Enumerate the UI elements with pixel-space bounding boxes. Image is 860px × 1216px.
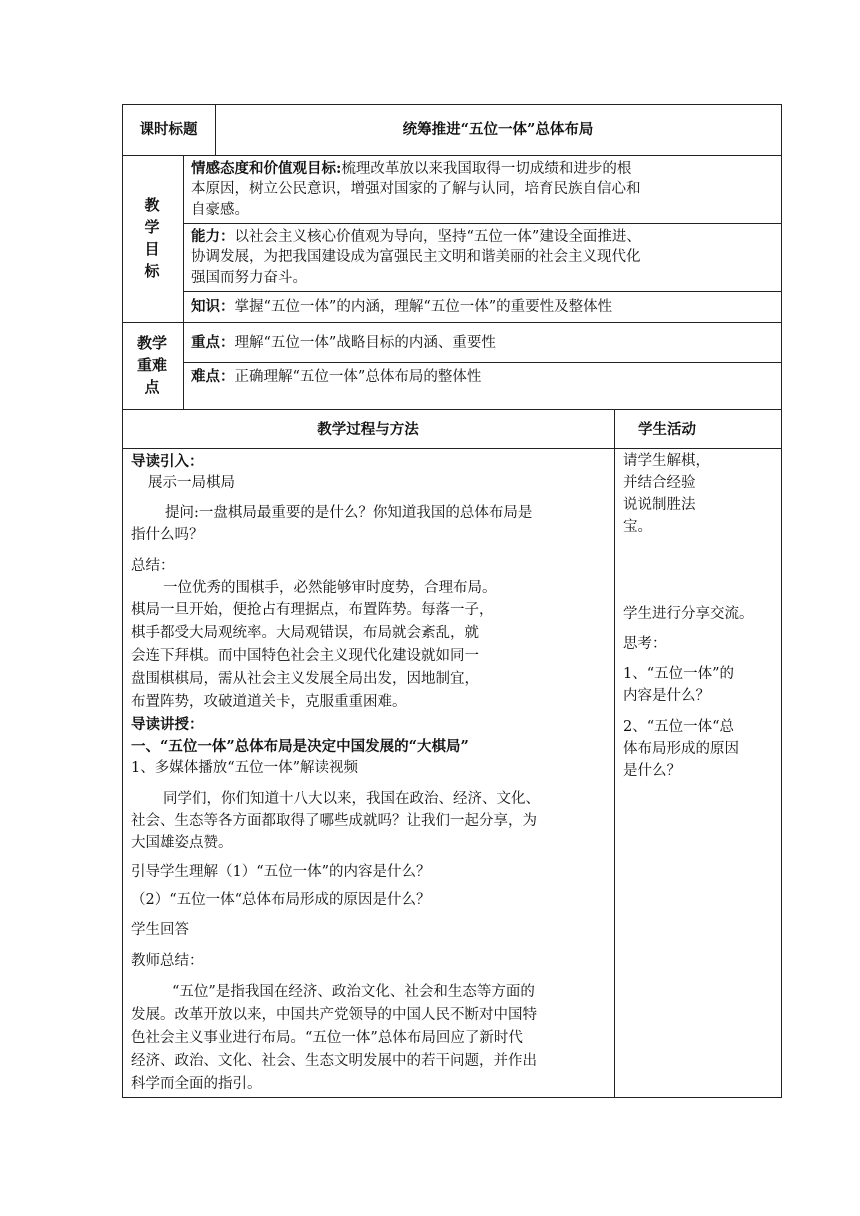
difficult-point: 难点：正确理解“五位一体”总体布局的整体性	[191, 368, 482, 385]
final-line: 科学而全面的指引。	[131, 1076, 262, 1092]
activity-question-1: 内容是什么？	[623, 688, 710, 704]
activity-line: 说说制胜法	[623, 497, 696, 513]
table-border-top	[122, 104, 782, 105]
header-bottom-line	[122, 155, 782, 156]
activity-question-2: 体布局形成的原因	[623, 741, 739, 757]
intro-title: 导读引入：	[131, 453, 204, 470]
ability-objective-line: 强国而努力奋斗。	[191, 270, 307, 286]
objectives-row-line-1	[183, 223, 782, 224]
page-title: 统筹推进“五位一体”总体布局	[402, 121, 594, 138]
ability-objective: 能力：以社会主义核心价值观为导向，坚持“五位一体”建设全面推进、	[191, 228, 641, 245]
guide-question-2: （2）“五位一体“总体布局形成的原因是什么？	[131, 892, 431, 908]
emotion-objective-line: 本原因，树立公民意识，增强对国家的了解与认同，培育民族自信心和	[191, 181, 641, 197]
question-line: 指什么吗？	[131, 527, 204, 543]
objectives-row-line-2	[183, 291, 782, 292]
emotion-objective-title: 情感态度和价值观目标:	[191, 160, 342, 177]
table-border-left	[122, 104, 123, 1098]
final-line: 发展。改革开放以来，中国共产党领导的中国人民不断对中国特	[131, 1007, 537, 1023]
final-line: “五位”是指我国在经济、政治文化、社会和生态等方面的	[172, 984, 535, 1000]
summary-line: 棋手都受大局观统率。大局观错误，布局就会紊乱，就	[131, 625, 479, 641]
objectives-bottom-line	[122, 322, 782, 323]
header-label: 课时标题	[139, 121, 198, 138]
summary-line: 一位优秀的围棋手，必然能够审时度势，合理布局。	[163, 580, 497, 596]
summary-line: 会连下拜棋。而中国特色社会主义现代化建设就如同一	[131, 648, 479, 664]
process-divider	[614, 409, 615, 1097]
section-1-title: 一、“五位一体”总体布局是决定中国发展的“大棋局”	[131, 738, 469, 755]
keypoints-bottom-line	[122, 409, 782, 410]
summary-label: 总结：	[131, 558, 175, 574]
activity-column-header: 学生活动	[638, 421, 696, 438]
teacher-summary-label: 教师总结：	[131, 953, 204, 969]
ability-objective-line: 协调发展，为把我国建设成为富强民主文明和谐美丽的社会主义现代化	[191, 249, 641, 265]
activity-share-text: 学生进行分享交流。	[623, 606, 754, 622]
key-point-title: 重点：	[191, 334, 235, 351]
key-point: 重点：理解“五位一体”战略目标的内涵、重要性	[191, 334, 496, 351]
share-line: 社会、生态等各方面都取得了哪些成就吗？让我们一起分享，为	[131, 813, 537, 829]
table-border-right	[781, 104, 782, 1098]
activity-question-2: 是什么？	[623, 763, 681, 779]
activity-question-1: 1、“五位一体”的	[623, 666, 735, 682]
knowledge-objective: 知识：掌握“五位一体”的内涵，理解“五位一体”的重要性及整体性	[191, 298, 613, 315]
activity-line: 并结合经验	[623, 475, 696, 491]
final-line: 色社会主义事业进行布局。“五位一体”总体布局回应了新时代	[131, 1030, 523, 1046]
emotion-objective-line: 自豪感。	[191, 202, 249, 218]
item-1-text: 1、多媒体播放“五位一体”解读视频	[131, 760, 359, 776]
final-line: 经济、政治、文化、社会、生态文明发展中的若干问题，并作出	[131, 1053, 537, 1069]
objectives-divider	[183, 155, 184, 409]
process-header-line	[122, 448, 782, 449]
table-border-bottom	[122, 1097, 782, 1098]
lecture-title: 导读讲授：	[131, 716, 204, 733]
knowledge-objective-title: 知识：	[191, 298, 235, 315]
activity-line: 请学生解棋，	[623, 453, 710, 469]
activity-question-2: 2、“五位一体“总	[623, 719, 735, 735]
show-chess-text: 展示一局棋局	[148, 475, 235, 491]
activity-think-label: 思考：	[623, 636, 667, 652]
keypoints-row-line	[183, 362, 782, 363]
process-column-header: 教学过程与方法	[317, 421, 419, 438]
summary-line: 棋局一旦开始，便抢占有理据点，布置阵势。每落一子，	[131, 602, 494, 618]
share-line: 同学们，你们知道十八大以来，我国在政治、经济、文化、	[163, 791, 540, 807]
keypoints-section-label: 教学 重难 点	[136, 334, 167, 396]
question-line: 提问:一盘棋局最重要的是什么？你知道我国的总体布局是	[165, 505, 533, 521]
emotion-objective: 情感态度和价值观目标:梳理改革放以来我国取得一切成绩和进步的根	[191, 160, 632, 177]
summary-line: 盘围棋棋局，需从社会主义发展全局出发，因地制宜，	[131, 671, 479, 687]
objectives-section-label: 教 学 目 标	[144, 196, 160, 280]
guide-question-1: 引导学生理解（1）“五位一体”的内容是什么？	[131, 864, 431, 880]
summary-line: 布置阵势，攻破道道关卡，克服重重困难。	[131, 694, 407, 710]
share-line: 大国雄姿点赞。	[131, 835, 233, 851]
difficult-point-title: 难点：	[191, 368, 235, 385]
ability-objective-title: 能力：	[191, 228, 235, 245]
student-answer-text: 学生回答	[131, 922, 189, 938]
activity-line: 宝。	[623, 519, 652, 535]
